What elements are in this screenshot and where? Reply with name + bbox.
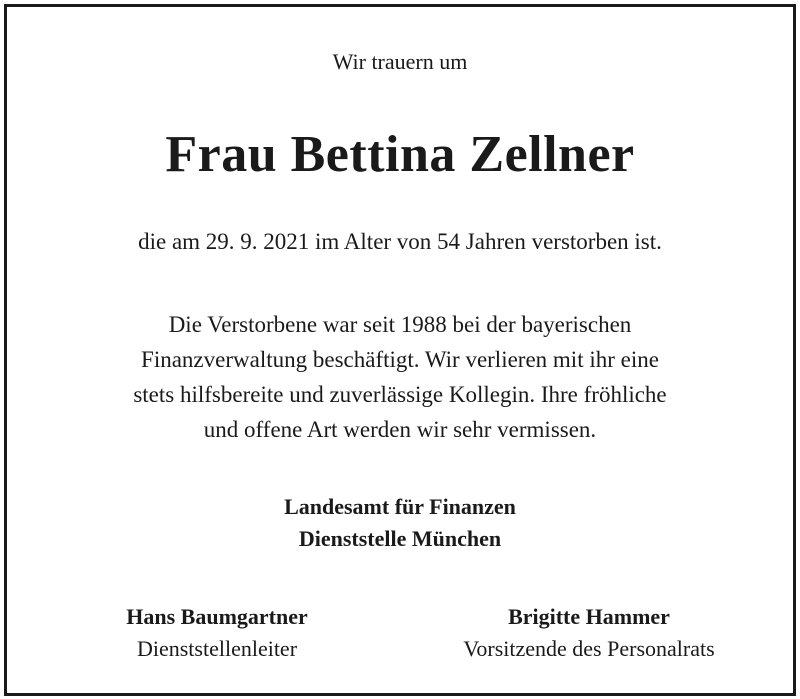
organization [7,491,793,555]
tribute-line: stets hilfsbereite und zuverlässige Kollegin. Ihre fröhliche [133,382,667,407]
signer-name: Hans Baumgartner [126,604,308,629]
signer-left [37,601,397,665]
intro-text: Wir trauern um [332,49,468,74]
obituary-notice [4,4,796,696]
deceased-name: Frau Bettina Zellner [165,126,635,183]
tribute-line: Finanzverwaltung beschäftigt. Wir verlieren mit ihr eine [141,347,659,372]
signer-role: Dienststellenleiter [136,636,298,661]
signer-right [399,601,779,665]
tribute-text [7,307,793,447]
organization-branch: Dienststelle München [298,526,502,551]
signer-role: Vorsitzende des Personalrats [463,636,715,661]
organization-name: Landesamt für Finanzen [284,494,516,519]
tribute-line: Die Verstorbene war seit 1988 bei der bayerischen [168,312,632,337]
tribute-line: und offene Art werden wir sehr vermissen. [203,417,597,442]
death-date-text: die am 29. 9. 2021 im Alter von 54 Jahren verstorben ist. [138,229,662,254]
signer-name: Brigitte Hammer [508,604,670,629]
